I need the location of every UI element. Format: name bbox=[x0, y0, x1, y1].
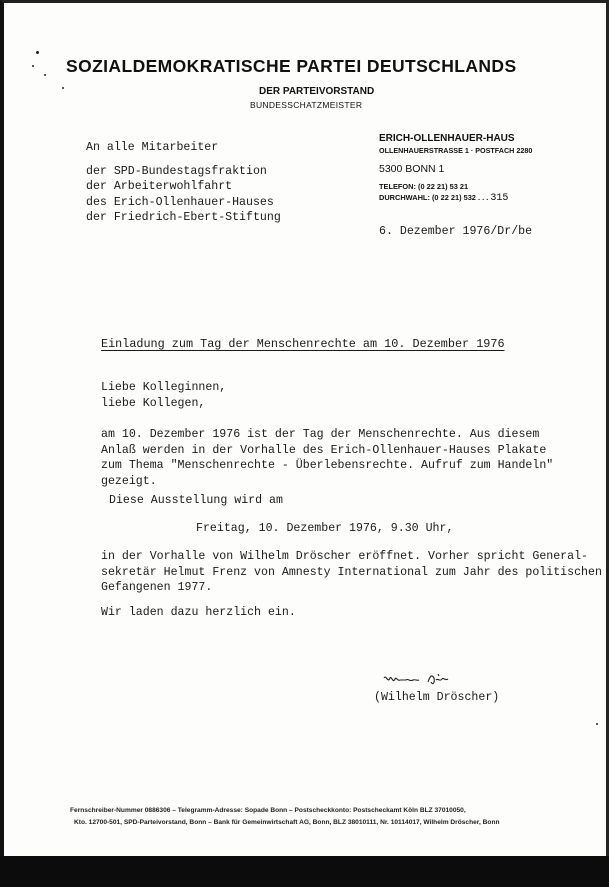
paragraph-line: in der Vorhalle von Wilhelm Dröscher eröffnet. Vorher spricht General- bbox=[101, 550, 589, 563]
event-time: Freitag, 10. Dezember 1976, 9.30 Uhr, bbox=[196, 522, 454, 535]
recipient-line: der Friedrich-Ebert-Stiftung bbox=[86, 211, 281, 224]
scan-border bbox=[0, 856, 609, 887]
scan-speck bbox=[596, 723, 598, 725]
department-name: DER PARTEIVORSTAND bbox=[259, 86, 375, 97]
recipients-block bbox=[86, 140, 281, 226]
footer-line-2: Kto. 12700-501, SPD-Parteivorstand, Bonn – Bank für Gemeinwirtschaft AG, Bonn, BLZ 38010111, Nr. 10114017, Wilhelm Dröscher, Bonn bbox=[74, 819, 500, 826]
paragraph-2: Diese Ausstellung wird am bbox=[109, 494, 283, 507]
address-city: 5300 BONN 1 bbox=[379, 163, 445, 175]
paragraph-line: Gefangenen 1977. bbox=[101, 581, 213, 595]
party-name: SOZIALDEMOKRATISCHE PARTEI DEUTSCHLANDS bbox=[66, 56, 517, 76]
direct-dial-label: DURCHWAHL: (0 22 21) 532 . . . bbox=[379, 193, 489, 202]
paragraph-line: sekretär Helmut Frenz von Amnesty International zum Jahr des politischen bbox=[101, 565, 602, 579]
recipient-line: des Erich-Ollenhauer-Hauses bbox=[86, 195, 274, 209]
footer-line-1: Fernschreiber-Nummer 0886306 – Telegramm-Adresse: Sopade Bonn – Postscheckkonto: Postscheckamt Köln BLZ 37010050, bbox=[70, 807, 466, 814]
signer-name: (Wilhelm Dröscher) bbox=[374, 691, 500, 704]
address-direct-dial bbox=[379, 193, 508, 204]
address-house: ERICH-OLLENHAUER-HAUS bbox=[379, 133, 515, 144]
paragraph-line: Anlaß werden in der Vorhalle des Erich-Ollenhauer-Hauses Plakate bbox=[101, 443, 547, 457]
closing-line: Wir laden dazu herzlich ein. bbox=[101, 606, 296, 619]
subject-line: Einladung zum Tag der Menschenrechte am 10. Dezember 1976 bbox=[101, 337, 505, 351]
recipient-line: der Arbeiterwohlfahrt bbox=[86, 180, 233, 193]
address-street: OLLENHAUERSTRASSE 1 · POSTFACH 2280 bbox=[379, 146, 533, 155]
office-name: BUNDESSCHATZMEISTER bbox=[250, 100, 363, 110]
paragraph-line: gezeigt. bbox=[101, 474, 157, 488]
paragraph-line: am 10. Dezember 1976 ist der Tag der Menschenrechte. Aus diesem bbox=[101, 428, 540, 441]
paragraph-line: zum Thema "Menschenrechte - Überlebensrechte. Aufruf zum Handeln" bbox=[101, 459, 554, 473]
address-phone: TELEFON: (0 22 21) 53 21 bbox=[379, 182, 469, 191]
greeting bbox=[101, 380, 226, 411]
scan-speck bbox=[44, 74, 46, 76]
paragraph-3 bbox=[101, 549, 602, 596]
scan-speck bbox=[32, 65, 34, 67]
recipients-intro: An alle Mitarbeiter bbox=[86, 141, 219, 154]
scan-speck bbox=[36, 51, 39, 54]
paragraph-1 bbox=[101, 427, 553, 489]
handwritten-signature bbox=[382, 670, 472, 692]
direct-dial-extension: 315 bbox=[490, 193, 509, 204]
greeting-line: Liebe Kolleginnen, bbox=[101, 381, 227, 394]
greeting-line: liebe Kollegen, bbox=[101, 396, 206, 410]
letter-date: 6. Dezember 1976/Dr/be bbox=[379, 225, 533, 238]
recipient-line: der SPD-Bundestagsfraktion bbox=[86, 164, 267, 178]
scan-speck bbox=[62, 87, 64, 89]
